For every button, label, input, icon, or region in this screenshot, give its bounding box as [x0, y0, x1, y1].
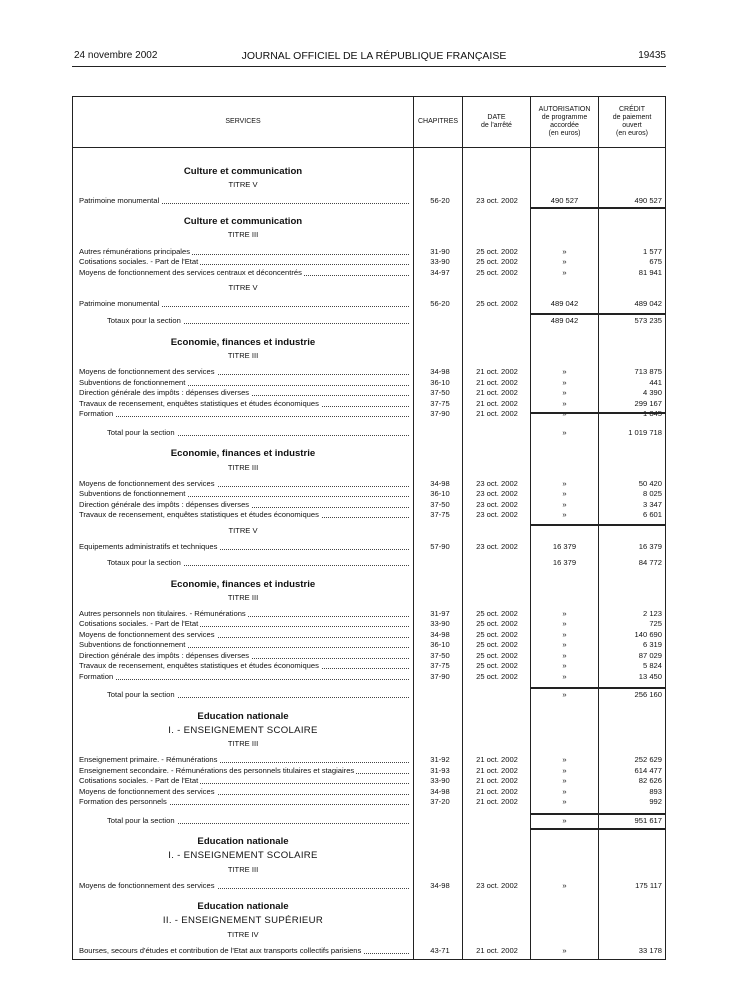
autorisation-cell: »: [562, 619, 567, 628]
date-cell: 25 oct. 2002: [476, 640, 518, 649]
service-cell: [79, 630, 411, 640]
credit-cell: 713 875: [634, 367, 662, 376]
chapitre-cell: 31-90: [430, 247, 450, 256]
col-header-credit: CRÉDIT de paiement ouvert (en euros): [612, 106, 652, 137]
service-cell: [79, 399, 411, 409]
subtotal-rule: [531, 814, 666, 815]
date-cell: 23 oct. 2002: [476, 510, 518, 519]
service-label: Totaux pour la section: [107, 316, 181, 325]
service-cell: [79, 268, 411, 278]
chapitre-cell: 34-98: [430, 367, 450, 376]
date-cell: 25 oct. 2002: [476, 672, 518, 681]
autorisation-cell: »: [562, 797, 567, 806]
date-cell: 23 oct. 2002: [476, 881, 518, 890]
date-cell: 25 oct. 2002: [476, 630, 518, 639]
service-label: Moyens de fonctionnement des services: [79, 881, 215, 890]
credit-cell: 992: [649, 797, 662, 806]
section-heading: Economie, finances et industrie: [170, 579, 316, 590]
service-label: Formation des personnels: [79, 797, 167, 806]
autorisation-cell: 490 527: [550, 196, 579, 205]
table-row: [73, 196, 665, 206]
service-cell: [79, 619, 411, 629]
chapitre-cell: 37-90: [430, 672, 450, 681]
credit-cell: 573 235: [634, 316, 662, 325]
table-row: [73, 409, 665, 419]
chapitre-cell: 34-98: [430, 630, 450, 639]
table-row: [73, 640, 665, 650]
credit-cell: 725: [649, 619, 662, 628]
autorisation-cell: 16 379: [552, 542, 577, 551]
section-heading: Culture et communication: [183, 216, 303, 227]
service-cell: [107, 558, 411, 568]
credit-cell: 13 450: [638, 672, 662, 681]
date-cell: 21 oct. 2002: [476, 755, 518, 764]
credit-cell: 675: [649, 257, 662, 266]
credit-cell: 33 178: [638, 946, 662, 955]
service-label: Cotisations sociales. - Part de l'Etat: [79, 257, 199, 266]
date-cell: 21 oct. 2002: [476, 797, 518, 806]
credit-cell: 81 941: [638, 268, 662, 277]
autorisation-cell: »: [562, 268, 567, 277]
chapitre-cell: 37-75: [430, 399, 450, 408]
table-row: [73, 257, 665, 267]
table-row: [73, 399, 665, 409]
service-cell: [79, 661, 411, 671]
service-label: Direction générale des impôts : dépenses diverses: [79, 388, 250, 397]
subtotal-rule: [531, 208, 666, 209]
table-row: [73, 247, 665, 257]
service-label: Formation: [79, 672, 114, 681]
service-cell: [79, 196, 411, 206]
credit-cell: 441: [649, 378, 662, 387]
service-label: Moyens de fonctionnement des services: [79, 479, 215, 488]
service-label: Total pour la section: [107, 690, 175, 699]
subtotal-rule: [531, 525, 666, 526]
journal-title: JOURNAL OFFICIEL DE LA RÉPUBLIQUE FRANÇAISE: [241, 50, 507, 62]
autorisation-cell: »: [562, 428, 567, 437]
chapitre-cell: 34-97: [430, 268, 450, 277]
service-label: Totaux pour la section: [107, 558, 181, 567]
service-cell: [79, 946, 411, 956]
chapitre-cell: 43-71: [430, 946, 450, 955]
autorisation-cell: »: [562, 787, 567, 796]
chapitre-cell: 34-98: [430, 479, 450, 488]
service-cell: [79, 881, 411, 891]
date-cell: 23 oct. 2002: [476, 479, 518, 488]
service-label: Autres personnels non titulaires. - Rémunérations: [79, 609, 246, 618]
credit-cell: 87 029: [638, 651, 662, 660]
credit-cell: 8 025: [642, 489, 662, 498]
autorisation-cell: »: [562, 766, 567, 775]
budget-table: [72, 96, 666, 960]
service-label: Moyens de fonctionnement des services centraux et déconcentrés: [79, 268, 302, 277]
autorisation-cell: »: [562, 755, 567, 764]
table-row: [73, 510, 665, 520]
service-cell: [107, 816, 411, 826]
service-label: Moyens de fonctionnement des services: [79, 630, 215, 639]
service-cell: [79, 247, 411, 257]
service-cell: [79, 776, 411, 786]
titre-heading: TITRE V: [228, 526, 258, 535]
date-cell: 25 oct. 2002: [476, 257, 518, 266]
header-row-rule: [73, 147, 665, 148]
chapitre-cell: 33-90: [430, 257, 450, 266]
credit-cell: 16 379: [638, 542, 662, 551]
table-row: [73, 787, 665, 797]
service-cell: [79, 388, 411, 398]
chapitre-cell: 31-97: [430, 609, 450, 618]
service-cell: [79, 787, 411, 797]
credit-cell: 951 617: [634, 816, 662, 825]
autorisation-cell: »: [562, 881, 567, 890]
chapitre-cell: 33-90: [430, 776, 450, 785]
service-cell: [79, 409, 411, 419]
table-row: [73, 619, 665, 629]
service-label: Total pour la section: [107, 816, 175, 825]
table-row: [73, 299, 665, 309]
autorisation-cell: »: [562, 816, 567, 825]
dot-leader: [79, 679, 409, 680]
service-label: Patrimoine monumental: [79, 196, 160, 205]
autorisation-cell: »: [562, 378, 567, 387]
service-label: Bourses, secours d'études et contribution de l'Etat aux transports collectifs parisiens: [79, 946, 362, 955]
credit-cell: 1 577: [642, 247, 662, 256]
date-cell: 25 oct. 2002: [476, 619, 518, 628]
titre-heading: TITRE III: [227, 463, 259, 472]
service-label: Autres rémunérations principales: [79, 247, 191, 256]
credit-cell: 82 626: [638, 776, 662, 785]
service-cell: [79, 500, 411, 510]
service-label: Direction générale des impôts : dépenses diverses: [79, 651, 250, 660]
chapitre-cell: 56-20: [430, 196, 450, 205]
titre-heading: TITRE V: [228, 283, 258, 292]
service-cell: [79, 672, 411, 682]
service-label: Total pour la section: [107, 428, 175, 437]
table-row: [73, 776, 665, 786]
table-row: [73, 946, 665, 956]
column-divider: [462, 97, 463, 959]
service-cell: [79, 640, 411, 650]
service-label: Cotisations sociales. - Part de l'Etat: [79, 619, 199, 628]
col-header-services: SERVICES: [225, 118, 261, 125]
table-row: [73, 489, 665, 499]
credit-cell: 6 601: [642, 510, 662, 519]
service-cell: [79, 479, 411, 489]
table-row: [73, 766, 665, 776]
service-cell: [107, 316, 411, 326]
service-cell: [79, 755, 411, 765]
service-label: Patrimoine monumental: [79, 299, 160, 308]
chapitre-cell: 37-50: [430, 651, 450, 660]
autorisation-cell: »: [562, 651, 567, 660]
titre-heading: TITRE III: [227, 739, 259, 748]
subtotal-rule: [531, 314, 666, 315]
chapitre-cell: 34-98: [430, 787, 450, 796]
date-cell: 25 oct. 2002: [476, 268, 518, 277]
autorisation-cell: »: [562, 388, 567, 397]
service-label: Equipements administratifs et techniques: [79, 542, 218, 551]
credit-cell: 893: [649, 787, 662, 796]
credit-cell: 4 390: [642, 388, 662, 397]
service-label: Subventions de fonctionnement: [79, 378, 186, 387]
titre-heading: TITRE III: [227, 351, 259, 360]
table-row: [73, 651, 665, 661]
service-cell: [79, 766, 411, 776]
autorisation-cell: 16 379: [552, 558, 577, 567]
date-cell: 21 oct. 2002: [476, 776, 518, 785]
service-cell: [79, 299, 411, 309]
credit-cell: 1 845: [642, 409, 662, 418]
page-number: 19435: [638, 50, 666, 61]
service-label: Cotisations sociales. - Part de l'Etat: [79, 776, 199, 785]
service-cell: [79, 797, 411, 807]
titre-heading: TITRE IV: [227, 930, 259, 939]
table-row: [73, 797, 665, 807]
table-row: [73, 268, 665, 278]
date-cell: 25 oct. 2002: [476, 661, 518, 670]
section-heading: Education nationale: [197, 711, 289, 722]
credit-cell: 140 690: [634, 630, 662, 639]
date-cell: 25 oct. 2002: [476, 651, 518, 660]
table-row: [73, 479, 665, 489]
service-label: Travaux de recensement, enquêtes statistiques et études économiques: [79, 399, 319, 408]
autorisation-cell: »: [562, 630, 567, 639]
table-row: [73, 881, 665, 891]
date-cell: 21 oct. 2002: [476, 399, 518, 408]
date-cell: 21 oct. 2002: [476, 946, 518, 955]
autorisation-cell: »: [562, 489, 567, 498]
credit-cell: 6 319: [642, 640, 662, 649]
credit-cell: 299 167: [634, 399, 662, 408]
section-heading: Economie, finances et industrie: [170, 448, 316, 459]
titre-heading: TITRE III: [227, 593, 259, 602]
service-cell: [107, 428, 411, 438]
autorisation-cell: »: [562, 776, 567, 785]
credit-cell: 2 123: [642, 609, 662, 618]
credit-cell: 175 117: [635, 881, 662, 890]
total-row: [73, 816, 665, 826]
autorisation-cell: »: [562, 257, 567, 266]
credit-cell: 490 527: [634, 196, 662, 205]
chapitre-cell: 57-90: [430, 542, 450, 551]
autorisation-cell: »: [562, 510, 567, 519]
service-label: Moyens de fonctionnement des services: [79, 367, 215, 376]
table-row: [73, 500, 665, 510]
col-header-chapitres: CHAPITRES: [417, 118, 459, 125]
service-cell: [79, 510, 411, 520]
date-cell: 21 oct. 2002: [476, 409, 518, 418]
subsection-heading: II. - ENSEIGNEMENT SUPÉRIEUR: [162, 915, 324, 926]
autorisation-cell: »: [562, 946, 567, 955]
header-rule: [72, 66, 666, 67]
total-row: [73, 428, 665, 438]
subtotal-rule: [531, 829, 666, 830]
subtotal-rule: [531, 413, 666, 414]
dot-leader: [79, 416, 409, 417]
chapitre-cell: 34-98: [430, 881, 450, 890]
chapitre-cell: 37-50: [430, 388, 450, 397]
chapitre-cell: 36-10: [430, 378, 450, 387]
service-label: Subventions de fonctionnement: [79, 640, 186, 649]
chapitre-cell: 33-90: [430, 619, 450, 628]
table-row: [73, 755, 665, 765]
total-row: [73, 316, 665, 326]
subsection-heading: I. - ENSEIGNEMENT SCOLAIRE: [168, 850, 318, 861]
credit-cell: 1 019 718: [628, 428, 662, 437]
section-heading: Culture et communication: [183, 166, 303, 177]
chapitre-cell: 37-75: [430, 510, 450, 519]
subtotal-rule: [531, 688, 666, 689]
autorisation-cell: »: [562, 247, 567, 256]
autorisation-cell: »: [562, 672, 567, 681]
chapitre-cell: 36-10: [430, 489, 450, 498]
section-heading: Education nationale: [197, 836, 289, 847]
table-row: [73, 542, 665, 552]
service-label: Direction générale des impôts : dépenses diverses: [79, 500, 250, 509]
table-row: [73, 388, 665, 398]
autorisation-cell: »: [562, 479, 567, 488]
date-cell: 21 oct. 2002: [476, 378, 518, 387]
total-row: [73, 558, 665, 568]
date-cell: 21 oct. 2002: [476, 367, 518, 376]
autorisation-cell: »: [562, 399, 567, 408]
date-cell: 23 oct. 2002: [476, 542, 518, 551]
date-cell: 23 oct. 2002: [476, 196, 518, 205]
date-cell: 25 oct. 2002: [476, 609, 518, 618]
service-cell: [79, 257, 411, 267]
credit-cell: 256 160: [634, 690, 662, 699]
chapitre-cell: 37-20: [430, 797, 450, 806]
autorisation-cell: »: [562, 609, 567, 618]
section-heading: Economie, finances et industrie: [170, 337, 316, 348]
service-label: Travaux de recensement, enquêtes statistiques et études économiques: [79, 510, 319, 519]
credit-cell: 489 042: [634, 299, 662, 308]
service-cell: [79, 609, 411, 619]
service-label: Enseignement primaire. - Rémunérations: [79, 755, 218, 764]
autorisation-cell: 489 042: [550, 299, 579, 308]
date-cell: 25 oct. 2002: [476, 299, 518, 308]
table-row: [73, 378, 665, 388]
service-label: Moyens de fonctionnement des services: [79, 787, 215, 796]
service-label: Subventions de fonctionnement: [79, 489, 186, 498]
autorisation-cell: »: [562, 409, 567, 418]
date-cell: 21 oct. 2002: [476, 766, 518, 775]
autorisation-cell: »: [562, 661, 567, 670]
service-cell: [79, 489, 411, 499]
autorisation-cell: 489 042: [550, 316, 579, 325]
autorisation-cell: »: [562, 640, 567, 649]
credit-cell: 5 824: [642, 661, 662, 670]
credit-cell: 614 477: [634, 766, 662, 775]
date-cell: 21 oct. 2002: [476, 787, 518, 796]
titre-heading: TITRE III: [227, 230, 259, 239]
chapitre-cell: 37-75: [430, 661, 450, 670]
service-label: Travaux de recensement, enquêtes statistiques et études économiques: [79, 661, 319, 670]
autorisation-cell: »: [562, 690, 567, 699]
credit-cell: 3 347: [642, 500, 662, 509]
service-label: Enseignement secondaire. - Rémunérations des personnels titulaires et stagiaires: [79, 766, 355, 775]
chapitre-cell: 37-90: [430, 409, 450, 418]
section-heading: Education nationale: [197, 901, 289, 912]
subsection-heading: I. - ENSEIGNEMENT SCOLAIRE: [168, 725, 318, 736]
col-header-autorisation: AUTORISATION de programme accordée (en euros): [538, 106, 591, 137]
chapitre-cell: 36-10: [430, 640, 450, 649]
column-divider: [413, 97, 414, 959]
chapitre-cell: 31-93: [430, 766, 450, 775]
service-cell: [79, 367, 411, 377]
service-label: Formation: [79, 409, 114, 418]
table-row: [73, 609, 665, 619]
autorisation-cell: »: [562, 367, 567, 376]
credit-cell: 50 420: [638, 479, 662, 488]
col-header-date: DATE de l'arrêté: [481, 114, 512, 129]
chapitre-cell: 56-20: [430, 299, 450, 308]
date-cell: 23 oct. 2002: [476, 489, 518, 498]
date-cell: 25 oct. 2002: [476, 247, 518, 256]
total-row: [73, 690, 665, 700]
titre-heading: TITRE III: [227, 865, 259, 874]
header-date: 24 novembre 2002: [74, 50, 158, 61]
service-cell: [79, 378, 411, 388]
date-cell: 21 oct. 2002: [476, 388, 518, 397]
service-cell: [107, 690, 411, 700]
credit-cell: 252 629: [634, 755, 662, 764]
autorisation-cell: »: [562, 500, 567, 509]
chapitre-cell: 37-50: [430, 500, 450, 509]
table-row: [73, 661, 665, 671]
titre-heading: TITRE V: [228, 180, 258, 189]
table-row: [73, 672, 665, 682]
chapitre-cell: 31-92: [430, 755, 450, 764]
service-cell: [79, 542, 411, 552]
credit-cell: 84 772: [638, 558, 662, 567]
table-row: [73, 367, 665, 377]
table-row: [73, 630, 665, 640]
service-cell: [79, 651, 411, 661]
date-cell: 23 oct. 2002: [476, 500, 518, 509]
